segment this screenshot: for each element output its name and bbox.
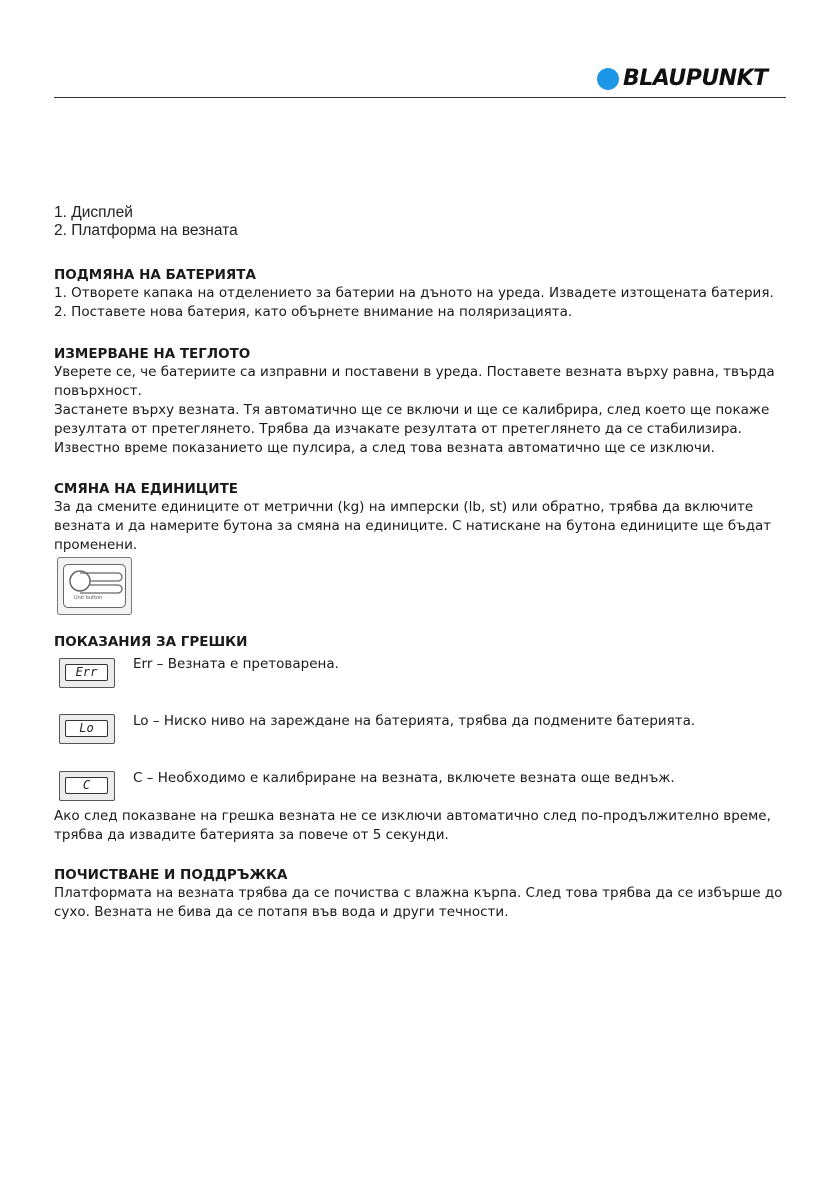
lcd-lo-display: Lo <box>65 720 108 737</box>
errors-note: Ако след показване на грешка везната не се изключи автоматично след по-продължително време, трябва да извадите батерията за повече от 5 секунди. <box>54 808 771 843</box>
cleaning-heading: ПОЧИСТВАНЕ И ПОДДРЪЖКА <box>54 867 288 883</box>
unit-button-icon <box>66 567 126 597</box>
brand-logo <box>597 66 768 92</box>
units-section <box>54 480 789 555</box>
measure-section <box>54 345 789 458</box>
lcd-err-icon <box>59 658 115 688</box>
battery-step-2: 2. Поставете нова батерия, като обърнете внимание на поляризацията. <box>54 304 573 320</box>
errors-note-section <box>54 807 789 845</box>
logo-dot-icon <box>597 68 619 90</box>
unit-button-illustration <box>57 557 132 615</box>
errors-section <box>54 633 789 651</box>
units-heading: СМЯНА НА ЕДИНИЦИТЕ <box>54 481 239 497</box>
unit-button-panel <box>63 564 126 608</box>
battery-heading: ПОДМЯНА НА БАТЕРИЯТА <box>54 267 256 283</box>
errors-heading: ПОКАЗАНИЯ ЗА ГРЕШКИ <box>54 634 248 650</box>
parts-item-platform: 2. Платформа на везната <box>54 222 238 239</box>
lcd-lo-icon <box>59 714 115 744</box>
unit-button-caption: Unit button <box>74 595 103 601</box>
cleaning-text: Платформата на везната трябва да се почиства с влажна кърпа. След това трябва да се избърше до сухо. Везната не бива да се потапя във вода и други течности. <box>54 885 783 920</box>
error-c-text: C – Необходимо е калибриране на везната, включете везната още веднъж. <box>133 770 675 786</box>
header-divider <box>54 97 786 98</box>
measure-paragraph-1: Уверете се, че батериите са изправни и поставени в уреда. Поставете везната върху равна, твърда повърхност. <box>54 364 775 399</box>
lcd-c-display: C <box>65 777 108 794</box>
battery-section <box>54 266 789 322</box>
error-lo-text: Lo – Ниско ниво на зареждане на батерията, трябва да подмените батерията. <box>133 713 696 729</box>
cleaning-section <box>54 866 789 922</box>
lcd-c-icon <box>59 771 115 801</box>
brand-name: BLAUPUNKT <box>623 66 768 91</box>
measure-paragraph-2: Застанете върху везната. Тя автоматично ще се включи и ще се калибрира, след което ще покаже резултата от претеглянето. Трябва да изчакате резултата от претеглянето да се стабилизира. <box>54 402 770 437</box>
lcd-err-display: Err <box>65 664 108 681</box>
measure-paragraph-3: Известно време показанието ще пулсира, а след това везната автоматично ще се изключи. <box>54 440 715 456</box>
battery-step-1: 1. Отворете капака на отделението за батерии на дъното на уреда. Извадете изтощената батерия. <box>54 285 774 301</box>
units-text: За да смените единиците от метрични (kg) на имперски (lb, st) или обратно, трябва да включите везната и да намерите бутона за смяна на единиците. С натискане на бутона единиците ще бъдат променени. <box>54 499 772 553</box>
error-err-text: Err – Везната е претоварена. <box>133 656 339 672</box>
measure-heading: ИЗМЕРВАНЕ НА ТЕГЛОТО <box>54 346 251 362</box>
parts-item-display: 1. Дисплей <box>54 204 133 221</box>
